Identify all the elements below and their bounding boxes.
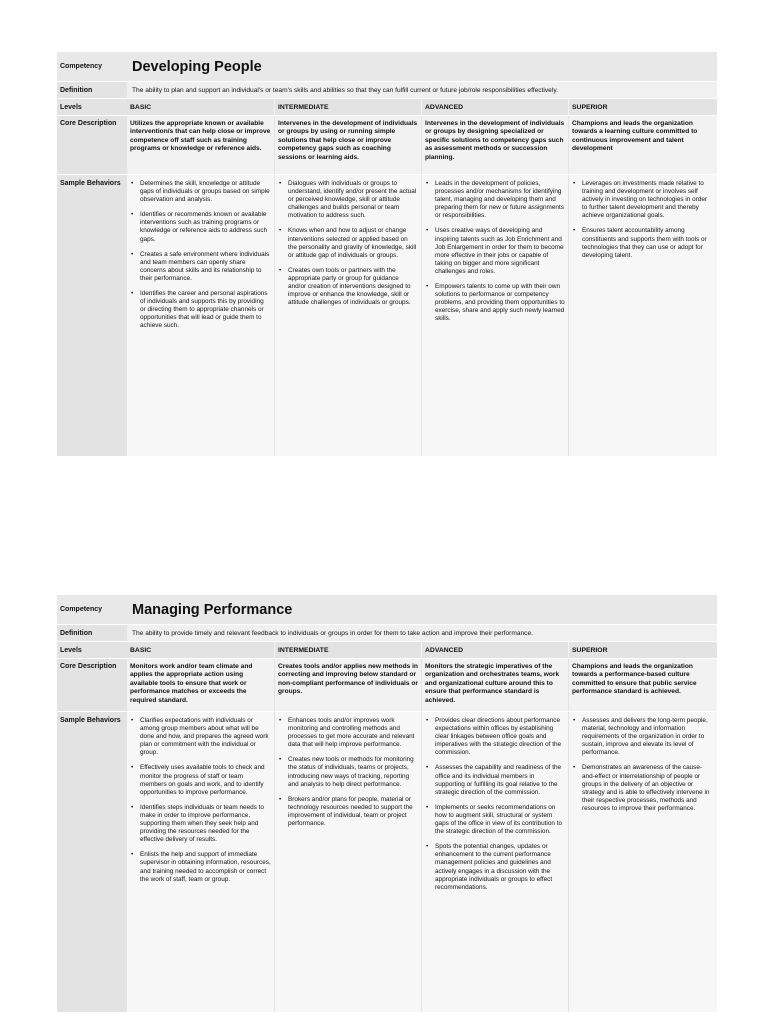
levels-row xyxy=(57,99,717,116)
core-intermediate: Intervenes in the development of individuals or groups by using or running simple solutions that help close or improve competency gaps such as coaching sessions or learning aids. xyxy=(274,116,421,174)
core-superior: Champions and leads the organization towards a learning culture committed to continuous improvement and talent development xyxy=(568,116,715,174)
levels-label: Levels xyxy=(57,642,127,658)
behavior-item: • Brokers and/or plans for people, material or technology resources needed to support the improvement of individual, team or project performance. xyxy=(278,796,418,828)
behaviors-basic xyxy=(127,175,274,456)
core-basic: Monitors work and/or team climate and applies the appropriate action using available tools to ensure that work or performance matches or exceeds the required standard. xyxy=(130,663,253,704)
behavior-item: • Enlists the help and support of immediate supervisor in obtaining information, resources, and training needed to accomplish or correct the work of staff, team or group. xyxy=(130,851,271,883)
definition-label: Definition xyxy=(57,625,127,641)
behavior-item: • Effectively uses available tools to check and monitor the progress of staff or team members on goals and work, and to identify opportunities to improve performance. xyxy=(130,764,271,796)
behavior-item: • Implements or seeks recommendations on how to augment skill, structural or system gaps of the office in view of its contribution to the strategic direction of the commission. xyxy=(425,804,565,836)
competency-label: Competency xyxy=(57,595,127,624)
competency-title-row xyxy=(57,52,717,82)
behavior-item: • Enhances tools and/or improves work monitoring and controlling methods and processes to get more accurate and relevant data that will help improve performance. xyxy=(278,717,418,749)
behavior-item: • Identifies or recommends known or available interventions such as training programs or knowledge or reference aids to address such gaps. xyxy=(130,211,271,243)
behavior-item: • Assesses the capability and readiness of the office and its individual members in supporting or fulfilling its goal relative to the strategic direction of the commission. xyxy=(425,764,565,796)
level-advanced: ADVANCED xyxy=(421,642,568,658)
behavior-item: • Provides clear directions about performance expectations within offices by establishing clear linkages between office goals and imperatives with the strategic direction of the commission. xyxy=(425,717,565,757)
behaviors-intermediate xyxy=(274,712,421,1012)
levels-label: Levels xyxy=(57,99,127,115)
definition-row xyxy=(57,625,717,642)
behavior-item: • Leverages on investments made relative to training and development or involves self actively in investing on technologies in order to further talent development and thereby achieve organizational goals. xyxy=(572,180,712,220)
behavior-item: • Assesses and delivers the long-term people, material, technology and information requirements of the organization in order to sustain, improve and elevate its level of performance. xyxy=(572,717,712,757)
core-superior: Champions and leads the organization towards a performance-based culture committed to ensure that public service performance standard is achieved. xyxy=(568,659,715,711)
core-description-label: Core Description xyxy=(57,116,127,174)
behavior-item: • Spots the potential changes, updates or enhancement to the current performance management policies and guidelines and actively engages in a discussion with the appropriate individuals or groups to effect recommendations. xyxy=(425,843,565,892)
behavior-item: • Clarifies expectations with individuals or among group members about what will be done and how, and prepares the agreed work plan or commitment with the individual or group. xyxy=(130,717,271,757)
levels-row xyxy=(57,642,717,659)
behaviors-intermediate xyxy=(274,175,421,456)
competency-title-row xyxy=(57,595,717,625)
behavior-item: • Demonstrates an awareness of the cause-and-effect or interrelationship of people or groups in the delivery of an objective or strategy and is able to effectively intervene in their respective processes, methods and resources to improve their performance. xyxy=(572,764,712,813)
behavior-item: • Creates new tools or methods for monitoring the status of individuals, teams or projects, introducing new ways of tracking, reporting and analysis to help direct performance. xyxy=(278,756,418,788)
core-description-row xyxy=(57,659,717,712)
definition-text: The ability to plan and support an individual's or team's skills and abilities so that they can fulfill current or future job/role responsibilities effectively. xyxy=(132,86,558,94)
sample-behaviors-row xyxy=(57,712,717,1013)
behavior-item: • Uses creative ways of developing and inspiring talents such as Job Enrichment and Job Enlargement in order for them to become more effective in their jobs or capable of taking on bigger and more significant challenges and roles. xyxy=(425,227,565,276)
behaviors-basic xyxy=(127,712,274,1012)
behavior-item: • Creates own tools or partners with the appropriate party or group for guidance and/or creation of interventions designed to improve or enhance the knowledge, skill or attitude challenges of individuals or groups. xyxy=(278,267,418,307)
level-basic: BASIC xyxy=(130,646,152,654)
behavior-item: • Creates a safe environment where individuals and team members can openly share concerns about skills and its relationship to their performance. xyxy=(130,251,271,283)
sample-behaviors-label: Sample Behaviors xyxy=(57,712,127,1012)
definition-text: The ability to provide timely and relevant feedback to individuals or groups in order for them to take action and improve their performance. xyxy=(132,629,533,637)
behavior-item: • Knows when and how to adjust or change interventions selected or applied based on the personality and gravity of knowledge, skill or attitude gap of individuals or groups. xyxy=(278,227,418,259)
sample-behaviors-row xyxy=(57,175,717,457)
behavior-item: • Identifies steps individuals or team needs to make in order to improve performance, supporting them when they seek help and providing the resources needed for the effective delivery of results. xyxy=(130,804,271,844)
behaviors-advanced xyxy=(421,175,568,456)
behavior-item: • Determines the skill, knowledge or attitude gaps of individuals or groups based on simple observation and analysis. xyxy=(130,180,271,204)
behavior-item: • Identifies the career and personal aspirations of individuals and supports this by providing or directing them to appropriate channels or opportunities that will lead or guide them to achieve such. xyxy=(130,290,271,330)
competency-title: Managing Performance xyxy=(132,601,293,618)
core-description-label: Core Description xyxy=(57,659,127,711)
competency-title: Developing People xyxy=(132,58,262,75)
level-basic: BASIC xyxy=(130,103,152,111)
level-superior: SUPERIOR xyxy=(568,99,715,115)
level-intermediate: INTERMEDIATE xyxy=(274,99,421,115)
core-advanced: Monitors the strategic imperatives of the organization and orchestrates teams, work and organizational culture around this to ensure that performance standard is achieved. xyxy=(421,659,568,711)
competency-label: Competency xyxy=(57,52,127,81)
sample-behaviors-label: Sample Behaviors xyxy=(57,175,127,456)
definition-label: Definition xyxy=(57,82,127,98)
core-intermediate: Creates tools and/or applies new methods in correcting and improving below standard or non-compliant performance of individuals or groups. xyxy=(274,659,421,711)
behaviors-superior xyxy=(568,175,715,456)
level-intermediate: INTERMEDIATE xyxy=(274,642,421,658)
behavior-item: • Dialogues with individuals or groups to understand, identify and/or present the actual or perceived knowledge, skill or attitude challenges and builds personal or team motivation to address such. xyxy=(278,180,418,220)
core-basic: Utilizes the appropriate known or available intervention/s that can help close or improve competence off staff such as training programs or knowledge or reference aids. xyxy=(130,120,271,153)
behavior-item: • Ensures talent accountability among constituents and supports them with tools or technologies that they can use or adopt for developing talent. xyxy=(572,227,712,259)
competency-table-developing-people xyxy=(57,52,717,457)
behaviors-superior xyxy=(568,712,715,1012)
behavior-item: • Leads in the development of policies, processes and/or mechanisms for identifying talent, managing and developing them and preparing them for new or future assignments or responsibilities. xyxy=(425,180,565,220)
core-description-row xyxy=(57,116,717,175)
level-advanced: ADVANCED xyxy=(421,99,568,115)
behaviors-advanced xyxy=(421,712,568,1012)
core-advanced: Intervenes in the development of individuals or groups by designing specialized or specific solutions to competency gaps such as assessment methods or succession planning. xyxy=(421,116,568,174)
definition-row xyxy=(57,82,717,99)
competency-table-managing-performance xyxy=(57,595,717,1013)
behavior-item: • Empowers talents to come up with their own solutions to performance or competency problems, and providing them opportunities to exercise, share and apply such newly learned skills. xyxy=(425,283,565,323)
level-superior: SUPERIOR xyxy=(568,642,715,658)
